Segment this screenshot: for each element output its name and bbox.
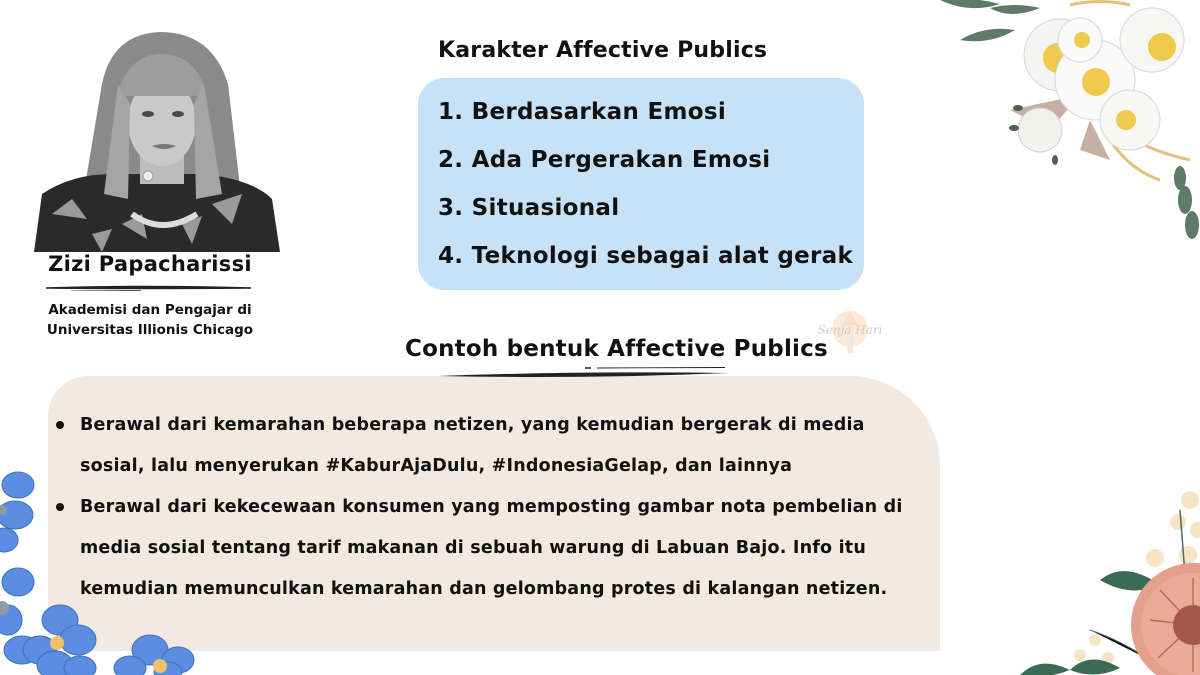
title-accent-underline — [585, 366, 725, 370]
contoh-item-line: kemudian memunculkan kemarahan dan gelombang protes di kalangan netizen. — [80, 579, 888, 599]
portrait-photo — [32, 24, 280, 252]
name-underline-decoration — [46, 285, 251, 291]
karakter-list — [438, 92, 853, 284]
person-role-line-2: Universitas Illionis Chicago — [46, 322, 254, 338]
pink-flower-bouquet-decoration — [1000, 480, 1200, 675]
contoh-item-line: media sosial tentang tarif makanan di sebuah warung di Labuan Bajo. Info itu — [80, 538, 866, 558]
contoh-item-line: Berawal dari kemarahan beberapa netizen, yang kemudian bergerak di media — [80, 415, 865, 435]
karakter-item: 3. Situasional — [438, 195, 620, 221]
person-role — [30, 300, 270, 340]
karakter-item: 4. Teknologi sebagai alat gerak — [438, 243, 854, 269]
karakter-item: 2. Ada Pergerakan Emosi — [438, 147, 771, 173]
watermark-text: Senja Hari — [817, 323, 883, 337]
title-underline-decoration — [438, 372, 728, 380]
karakter-item: 1. Berdasarkan Emosi — [438, 99, 727, 125]
contoh-item-line: Berawal dari kekecewaan konsumen yang memposting gambar nota pembelian di — [80, 497, 903, 517]
person-name: Zizi Papacharissi — [48, 252, 252, 276]
daisy-bouquet-decoration — [930, 0, 1200, 240]
person-role-line-1: Akademisi dan Pengajar di — [48, 302, 252, 318]
karakter-title: Karakter Affective Publics — [438, 38, 768, 63]
blue-flowers-decoration — [0, 470, 210, 675]
bullet-icon — [56, 421, 64, 429]
contoh-title: Contoh bentuk Affective Publics — [405, 336, 828, 362]
contoh-item-line: sosial, lalu menyerukan #KaburAjaDulu, #IndonesiaGelap, dan lainnya — [80, 456, 793, 476]
